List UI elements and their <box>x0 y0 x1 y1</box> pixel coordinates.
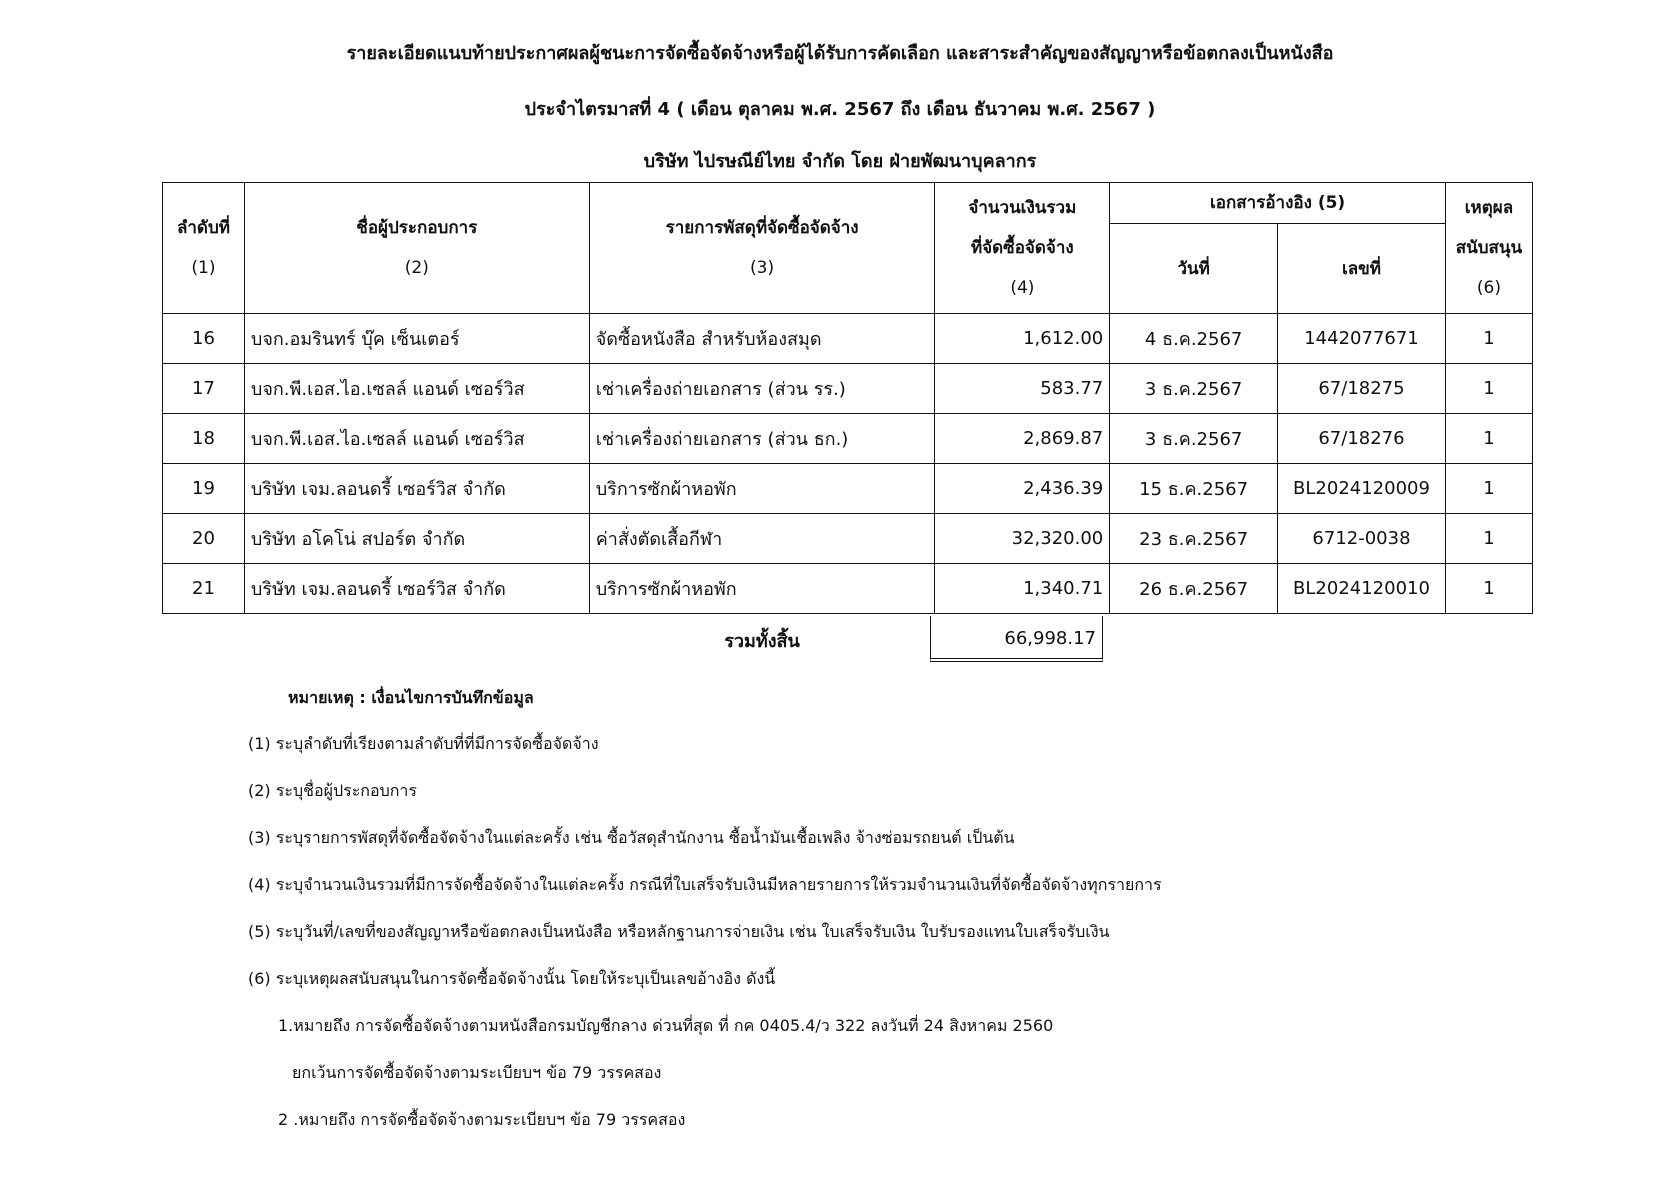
cell-ref: 1442077671 <box>1278 314 1446 364</box>
table-row <box>163 464 1533 514</box>
header-vendor: ชื่อผู้ประกอบการ (2) <box>244 183 589 314</box>
cell-item: เช่าเครื่องถ่ายเอกสาร (ส่วน รร.) <box>589 364 935 414</box>
header-ref-no: เลขที่ <box>1278 224 1446 314</box>
note-item: (4) ระบุจำนวนเงินรวมที่มีการจัดซื้อจัดจ้างในแต่ละครั้ง กรณีที่ใบเสร็จรับเงินมีหลายรายการให้รวมจำนวนเงินที่จัดซื้อจัดจ้างทุกรายการ <box>248 875 1162 894</box>
cell-no: 19 <box>163 464 245 514</box>
cell-vendor: บจก.พี.เอส.ไอ.เซลล์ แอนด์ เซอร์วิส <box>244 414 589 464</box>
cell-item: เช่าเครื่องถ่ายเอกสาร (ส่วน ธก.) <box>589 414 935 464</box>
cell-reason: 1 <box>1445 514 1532 564</box>
cell-reason: 1 <box>1445 464 1532 514</box>
table-row <box>163 314 1533 364</box>
cell-ref: BL2024120010 <box>1278 564 1446 614</box>
cell-no: 20 <box>163 514 245 564</box>
total-value: 66,998.17 <box>930 616 1103 662</box>
cell-date: 15 ธ.ค.2567 <box>1110 464 1278 514</box>
table-row <box>163 564 1533 614</box>
cell-reason: 1 <box>1445 364 1532 414</box>
total-label: รวมทั้งสิ้น <box>724 631 800 652</box>
header-ref-date: วันที่ <box>1110 224 1278 314</box>
cell-no: 21 <box>163 564 245 614</box>
cell-vendor: บจก.อมรินทร์ บุ๊ค เซ็นเตอร์ <box>244 314 589 364</box>
cell-date: 23 ธ.ค.2567 <box>1110 514 1278 564</box>
cell-amount: 32,320.00 <box>935 514 1110 564</box>
cell-no: 16 <box>163 314 245 364</box>
note-item: (1) ระบุลำดับที่เรียงตามลำดับที่ที่มีการจัดซื้อจัดจ้าง <box>248 734 599 753</box>
header-reference: เอกสารอ้างอิง (5) <box>1110 183 1446 224</box>
cell-vendor: บริษัท เจม.ลอนดรี้ เซอร์วิส จำกัด <box>244 464 589 514</box>
cell-amount: 1,340.71 <box>935 564 1110 614</box>
cell-amount: 1,612.00 <box>935 314 1110 364</box>
cell-item: บริการซักผ้าหอพัก <box>589 464 935 514</box>
cell-amount: 2,869.87 <box>935 414 1110 464</box>
header-amount: จำนวนเงินรวม ที่จัดซื้อจัดจ้าง (4) <box>935 183 1110 314</box>
cell-vendor: บริษัท อโคโน่ สปอร์ต จำกัด <box>244 514 589 564</box>
note-reason-1: 1.หมายถึง การจัดซื้อจัดจ้างตามหนังสือกรมบัญชีกลาง ด่วนที่สุด ที่ กค 0405.4/ว 322 ลงวันที่ 24 สิงหาคม 2560 <box>278 1016 1054 1035</box>
document-organization: บริษัท ไปรษณีย์ไทย จำกัด โดย ฝ่ายพัฒนาบุคลากร <box>643 151 1037 172</box>
note-item: (6) ระบุเหตุผลสนับสนุนในการจัดซื้อจัดจ้างนั้น โดยให้ระบุเป็นเลขอ้างอิง ดังนี้ <box>248 969 776 988</box>
header-no: ลำดับที่ (1) <box>163 183 245 314</box>
header-reason: เหตุผล สนับสนุน (6) <box>1445 183 1532 314</box>
cell-ref: 6712-0038 <box>1278 514 1446 564</box>
cell-item: บริการซักผ้าหอพัก <box>589 564 935 614</box>
note-item: (2) ระบุชื่อผู้ประกอบการ <box>248 781 417 800</box>
note-reason-1-continued: ยกเว้นการจัดซื้อจัดจ้างตามระเบียบฯ ข้อ 79 วรรคสอง <box>292 1063 662 1082</box>
cell-date: 3 ธ.ค.2567 <box>1110 414 1278 464</box>
table-row <box>163 364 1533 414</box>
cell-no: 18 <box>163 414 245 464</box>
cell-amount: 583.77 <box>935 364 1110 414</box>
cell-no: 17 <box>163 364 245 414</box>
note-item: (3) ระบุรายการพัสดุที่จัดซื้อจัดจ้างในแต่ละครั้ง เช่น ซื้อวัสดุสำนักงาน ซื้อน้ำมันเชื้อเพลิง จ้างซ่อมรถยนต์ เป็นต้น <box>248 828 1015 847</box>
cell-reason: 1 <box>1445 314 1532 364</box>
cell-item: ค่าสั่งตัดเสื้อกีฬา <box>589 514 935 564</box>
cell-vendor: บจก.พี.เอส.ไอ.เซลล์ แอนด์ เซอร์วิส <box>244 364 589 414</box>
cell-reason: 1 <box>1445 414 1532 464</box>
cell-ref: 67/18275 <box>1278 364 1446 414</box>
document-period: ประจำไตรมาสที่ 4 ( เดือน ตุลาคม พ.ศ. 2567 ถึง เดือน ธันวาคม พ.ศ. 2567 ) <box>524 99 1156 120</box>
cell-ref: 67/18276 <box>1278 414 1446 464</box>
cell-date: 3 ธ.ค.2567 <box>1110 364 1278 414</box>
cell-reason: 1 <box>1445 564 1532 614</box>
cell-date: 26 ธ.ค.2567 <box>1110 564 1278 614</box>
cell-date: 4 ธ.ค.2567 <box>1110 314 1278 364</box>
note-reason-2: 2 .หมายถึง การจัดซื้อจัดจ้างตามระเบียบฯ ข้อ 79 วรรคสอง <box>278 1110 686 1129</box>
notes-heading: หมายเหตุ : เงื่อนไขการบันทึกข้อมูล <box>288 688 534 707</box>
header-item: รายการพัสดุที่จัดซื้อจัดจ้าง (3) <box>589 183 935 314</box>
document-title: รายละเอียดแนบท้ายประกาศผลผู้ชนะการจัดซื้อจัดจ้างหรือผู้ได้รับการคัดเลือก และสาระสำคัญของสัญญาหรือข้อตกลงเป็นหนังสือ <box>346 43 1334 64</box>
table-row <box>163 514 1533 564</box>
procurement-table <box>162 182 1533 614</box>
note-item: (5) ระบุวันที่/เลขที่ของสัญญาหรือข้อตกลงเป็นหนังสือ หรือหลักฐานการจ่ายเงิน เช่น ใบเสร็จรับเงิน ใบรับรองแทนใบเสร็จรับเงิน <box>248 922 1110 941</box>
table-row <box>163 414 1533 464</box>
cell-item: จัดซื้อหนังสือ สำหรับห้องสมุด <box>589 314 935 364</box>
cell-ref: BL2024120009 <box>1278 464 1446 514</box>
cell-amount: 2,436.39 <box>935 464 1110 514</box>
cell-vendor: บริษัท เจม.ลอนดรี้ เซอร์วิส จำกัด <box>244 564 589 614</box>
